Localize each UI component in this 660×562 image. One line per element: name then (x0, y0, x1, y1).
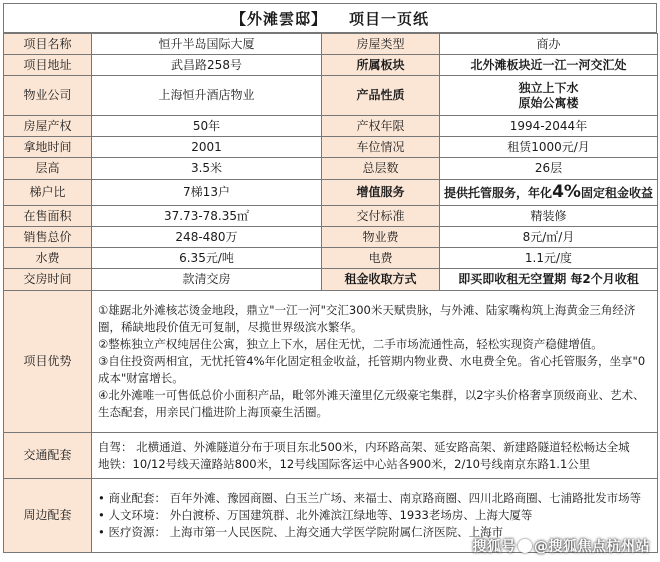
surroundings-medical: • 医疗资源： 上海市第一人民医院、上海交通大学医学院附属仁济医院、上海市 (98, 525, 504, 539)
advantage-item-1: ①雄踞北外滩核芯烫金地段，鼎立"一江一河"交汇300米天赋贵脉，与外滩、陆家嘴构筑上海黄金三角经济圈，稀缺地段价值无可复制，尽揽世界级滨水繁华。 (98, 303, 636, 334)
value-value-added (440, 180, 658, 206)
label-property-fee: 物业费 (322, 227, 440, 248)
table-row (4, 180, 658, 206)
label-rights-years: 产权年限 (322, 116, 440, 137)
advantages-row (4, 291, 658, 433)
label-value-added: 增值服务 (322, 180, 440, 206)
value-floor-height: 3.5米 (92, 158, 322, 180)
label-sale-area: 在售面积 (4, 206, 92, 227)
project-sheet (3, 3, 657, 553)
project-name-title: 【外滩雲邸】 (230, 9, 327, 28)
surroundings-commerce: • 商业配套： 百年外滩、豫园商圈、白玉兰广场、来福士、南京路商圈、四川北路商圈、七浦路批发市场等 (98, 491, 642, 505)
value-rights-years: 1994-2044年 (440, 116, 658, 137)
value-product-nature (440, 76, 658, 116)
value-added-rate: 4% (552, 181, 581, 202)
label-district: 所属板块 (322, 55, 440, 76)
table-row (4, 116, 658, 137)
value-land-time: 2001 (92, 137, 322, 158)
table-row (4, 269, 658, 291)
value-rent-method: 即买即收租无空置期 每2个月收租 (440, 269, 658, 291)
label-delivery-standard: 交付标准 (322, 206, 440, 227)
label-property-rights: 房屋产权 (4, 116, 92, 137)
label-total-floors: 总层数 (322, 158, 440, 180)
traffic-metro: 地铁：10/12号线天潼路站800米，12号线国际客运中心站各900米，2/10号线南京东路1.1公里 (98, 456, 591, 471)
info-table (3, 33, 658, 553)
value-sale-area: 37.73-78.35㎡ (92, 206, 322, 227)
advantage-item-4: ④北外滩唯一可售低总价小面积产品，毗邻外滩天潼里亿元级豪宅集群，以2字头价格奢享顶级商业、艺术、生态配套，用亲民门槛进阶上海顶豪生活圈。 (98, 388, 645, 419)
watermark-text-a: 搜狐号 (472, 539, 516, 555)
value-added-prefix: 提供托管服务，年化 (444, 185, 553, 200)
value-district: 北外滩板块近一江一河交汇处 (440, 55, 658, 76)
table-row (4, 34, 658, 55)
advantage-item-2: ②整栋独立产权纯居住公寓，独立上下水，居住无忧，二手市场流通性高，轻松实现资产稳健增值。 (98, 337, 603, 351)
table-row (4, 206, 658, 227)
value-property-type: 商办 (440, 34, 658, 55)
product-nature-line2: 原始公寓楼 (518, 95, 579, 110)
label-total-price: 销售总价 (4, 227, 92, 248)
sohu-logo-icon (518, 539, 532, 553)
value-elevator-ratio: 7梯13户 (92, 180, 322, 206)
label-traffic: 交通配套 (4, 433, 92, 479)
watermark-text-b: @搜狐焦点杭州站 (534, 539, 650, 555)
value-added-suffix: 固定租金收益 (580, 185, 653, 200)
advantage-item-3: ③自住投资两相宜，无忧托管4%年化固定租金收益，托管期内物业费、水电费全免。省心托管服务，坐享"0成本"财富增长。 (98, 354, 646, 385)
label-surroundings: 周边配套 (4, 479, 92, 553)
traffic-text (92, 433, 658, 479)
sohu-watermark (473, 536, 651, 556)
table-row (4, 55, 658, 76)
value-water-fee: 6.35元/吨 (92, 248, 322, 269)
table-row (4, 248, 658, 269)
label-advantages: 项目优势 (4, 291, 92, 433)
product-nature-line1: 独立上下水 (518, 80, 579, 95)
label-land-time: 拿地时间 (4, 137, 92, 158)
sheet-title (3, 3, 657, 33)
label-elevator-ratio: 梯户比 (4, 180, 92, 206)
label-project-name: 项目名称 (4, 34, 92, 55)
value-total-floors: 26层 (440, 158, 658, 180)
label-address: 项目地址 (4, 55, 92, 76)
label-property-type: 房屋类型 (322, 34, 440, 55)
surroundings-culture: • 人文环境： 外白渡桥、万国建筑群、北外滩滨江绿地等、1933老场房、上海大厦等 (98, 508, 533, 522)
table-row (4, 227, 658, 248)
label-rent-method: 租金收取方式 (322, 269, 440, 291)
label-electric-fee: 电费 (322, 248, 440, 269)
value-address: 武昌路258号 (92, 55, 322, 76)
label-handover-time: 交房时间 (4, 269, 92, 291)
value-project-name: 恒升半岛国际大厦 (92, 34, 322, 55)
label-product-nature: 产品性质 (322, 76, 440, 116)
table-row (4, 76, 658, 116)
value-electric-fee: 1.1元/度 (440, 248, 658, 269)
value-parking: 租赁1000元/月 (440, 137, 658, 158)
value-property-company: 上海恒升酒店物业 (92, 76, 322, 116)
table-row (4, 158, 658, 180)
traffic-row (4, 433, 658, 479)
label-floor-height: 层高 (4, 158, 92, 180)
traffic-drive: 自驾： 北横通道、外滩隧道分布于项目东北500米，内环路高架、延安路高架、新建路隧道轻松畅达全城 (98, 439, 630, 454)
sheet-subtitle: 项目一页纸 (349, 9, 430, 28)
value-handover-time: 款清交房 (92, 269, 322, 291)
value-delivery-standard: 精装修 (440, 206, 658, 227)
advantages-text (92, 291, 658, 433)
table-row (4, 137, 658, 158)
value-property-rights: 50年 (92, 116, 322, 137)
value-total-price: 248-480万 (92, 227, 322, 248)
label-parking: 车位情况 (322, 137, 440, 158)
value-property-fee: 8元/㎡/月 (440, 227, 658, 248)
label-property-company: 物业公司 (4, 76, 92, 116)
label-water-fee: 水费 (4, 248, 92, 269)
